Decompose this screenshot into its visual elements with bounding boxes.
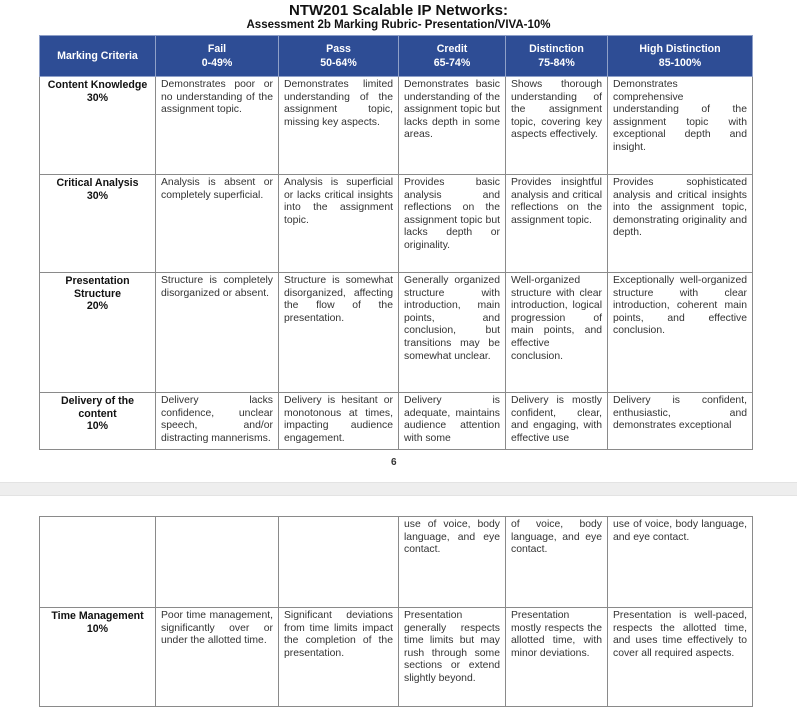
cell-fail: Demonstrates poor or no understanding of the assignment topic. <box>156 77 279 175</box>
header-marking-criteria: Marking Criteria <box>40 36 156 77</box>
cell-pass: Delivery is hesitant or monotonous at times, impacting audience engagement. <box>279 393 399 450</box>
cell-pass: Significant deviations from time limits impact the completion of the presentation. <box>279 608 399 707</box>
cell-credit: Provides basic analysis and reflections on the assignment topic but lacks depth or originality. <box>399 175 506 273</box>
cell-credit: Demonstrates basic understanding of the assignment topic but lacks depth in some areas. <box>399 77 506 175</box>
rubric-table-continued <box>39 516 753 707</box>
cell-high-distinction: Delivery is confident, enthusiastic, and demonstrates exceptional <box>608 393 753 450</box>
header-pass: Pass 50-64% <box>279 36 399 77</box>
document-title: NTW201 Scalable IP Networks: <box>289 2 508 19</box>
cell-pass: Structure is somewhat disorganized, affecting the flow of the presentation. <box>279 273 399 393</box>
header-high-distinction: High Distinction 85-100% <box>608 36 753 77</box>
criteria-cell: Content Knowledge 30% <box>40 77 156 175</box>
cell-pass <box>279 517 399 608</box>
table-row-delivery-continued <box>40 517 753 608</box>
cell-credit: Delivery is adequate, maintains audience attention with some <box>399 393 506 450</box>
header-row <box>40 36 753 77</box>
cell-pass: Analysis is superficial or lacks critical insights into the assignment topic. <box>279 175 399 273</box>
page-number: 6 <box>391 457 397 468</box>
cell-distinction: Presentation mostly respects the allotted time, with minor deviations. <box>506 608 608 707</box>
criteria-cell: Critical Analysis 30% <box>40 175 156 273</box>
document-subtitle: Assessment 2b Marking Rubric- Presentation/VIVA-10% <box>246 19 551 31</box>
criteria-cell <box>40 517 156 608</box>
header-credit: Credit 65-74% <box>399 36 506 77</box>
cell-fail: Structure is completely disorganized or absent. <box>156 273 279 393</box>
page-break <box>0 482 797 496</box>
cell-fail <box>156 517 279 608</box>
header-distinction: Distinction 75-84% <box>506 36 608 77</box>
cell-high-distinction: Demonstrates comprehensive understanding of the assignment topic with exceptional depth and insight. <box>608 77 753 175</box>
cell-high-distinction: Exceptionally well-organized structure with clear introduction, coherent main points, and effective conclusion. <box>608 273 753 393</box>
criteria-cell: Delivery of the content 10% <box>40 393 156 450</box>
cell-credit: use of voice, body language, and eye contact. <box>399 517 506 608</box>
cell-distinction: Provides insightful analysis and critical reflections on the assignment topic. <box>506 175 608 273</box>
cell-fail: Poor time management, significantly over or under the allotted time. <box>156 608 279 707</box>
table-row-delivery <box>40 393 753 450</box>
cell-high-distinction: Presentation is well-paced, respects the allotted time, and uses time effectively to cover all required aspects. <box>608 608 753 707</box>
table-row-content-knowledge <box>40 77 753 175</box>
table-row-critical-analysis <box>40 175 753 273</box>
cell-distinction: Well-organized structure with clear introduction, logical progression of main points, and effective conclusion. <box>506 273 608 393</box>
criteria-cell: Presentation Structure 20% <box>40 273 156 393</box>
cell-fail: Analysis is absent or completely superficial. <box>156 175 279 273</box>
cell-high-distinction: use of voice, body language, and eye contact. <box>608 517 753 608</box>
rubric-table <box>39 35 753 450</box>
criteria-cell: Time Management 10% <box>40 608 156 707</box>
cell-distinction: of voice, body language, and eye contact. <box>506 517 608 608</box>
header-fail: Fail 0-49% <box>156 36 279 77</box>
cell-distinction: Delivery is mostly confident, clear, and engaging, with effective use <box>506 393 608 450</box>
cell-high-distinction: Provides sophisticated analysis and critical insights into the assignment topic, demonstrating originality and depth. <box>608 175 753 273</box>
table-row-presentation-structure <box>40 273 753 393</box>
table-row-time-management <box>40 608 753 707</box>
cell-pass: Demonstrates limited understanding of the assignment topic, missing key aspects. <box>279 77 399 175</box>
cell-distinction: Shows thorough understanding of the assignment topic, covering key aspects effectively. <box>506 77 608 175</box>
cell-credit: Generally organized structure with introduction, main points, and conclusion, but transitions may be somewhat unclear. <box>399 273 506 393</box>
cell-fail: Delivery lacks confidence, unclear speech, and/or distracting mannerisms. <box>156 393 279 450</box>
cell-credit: Presentation generally respects time limits but may rush through some sections or extend slightly beyond. <box>399 608 506 707</box>
